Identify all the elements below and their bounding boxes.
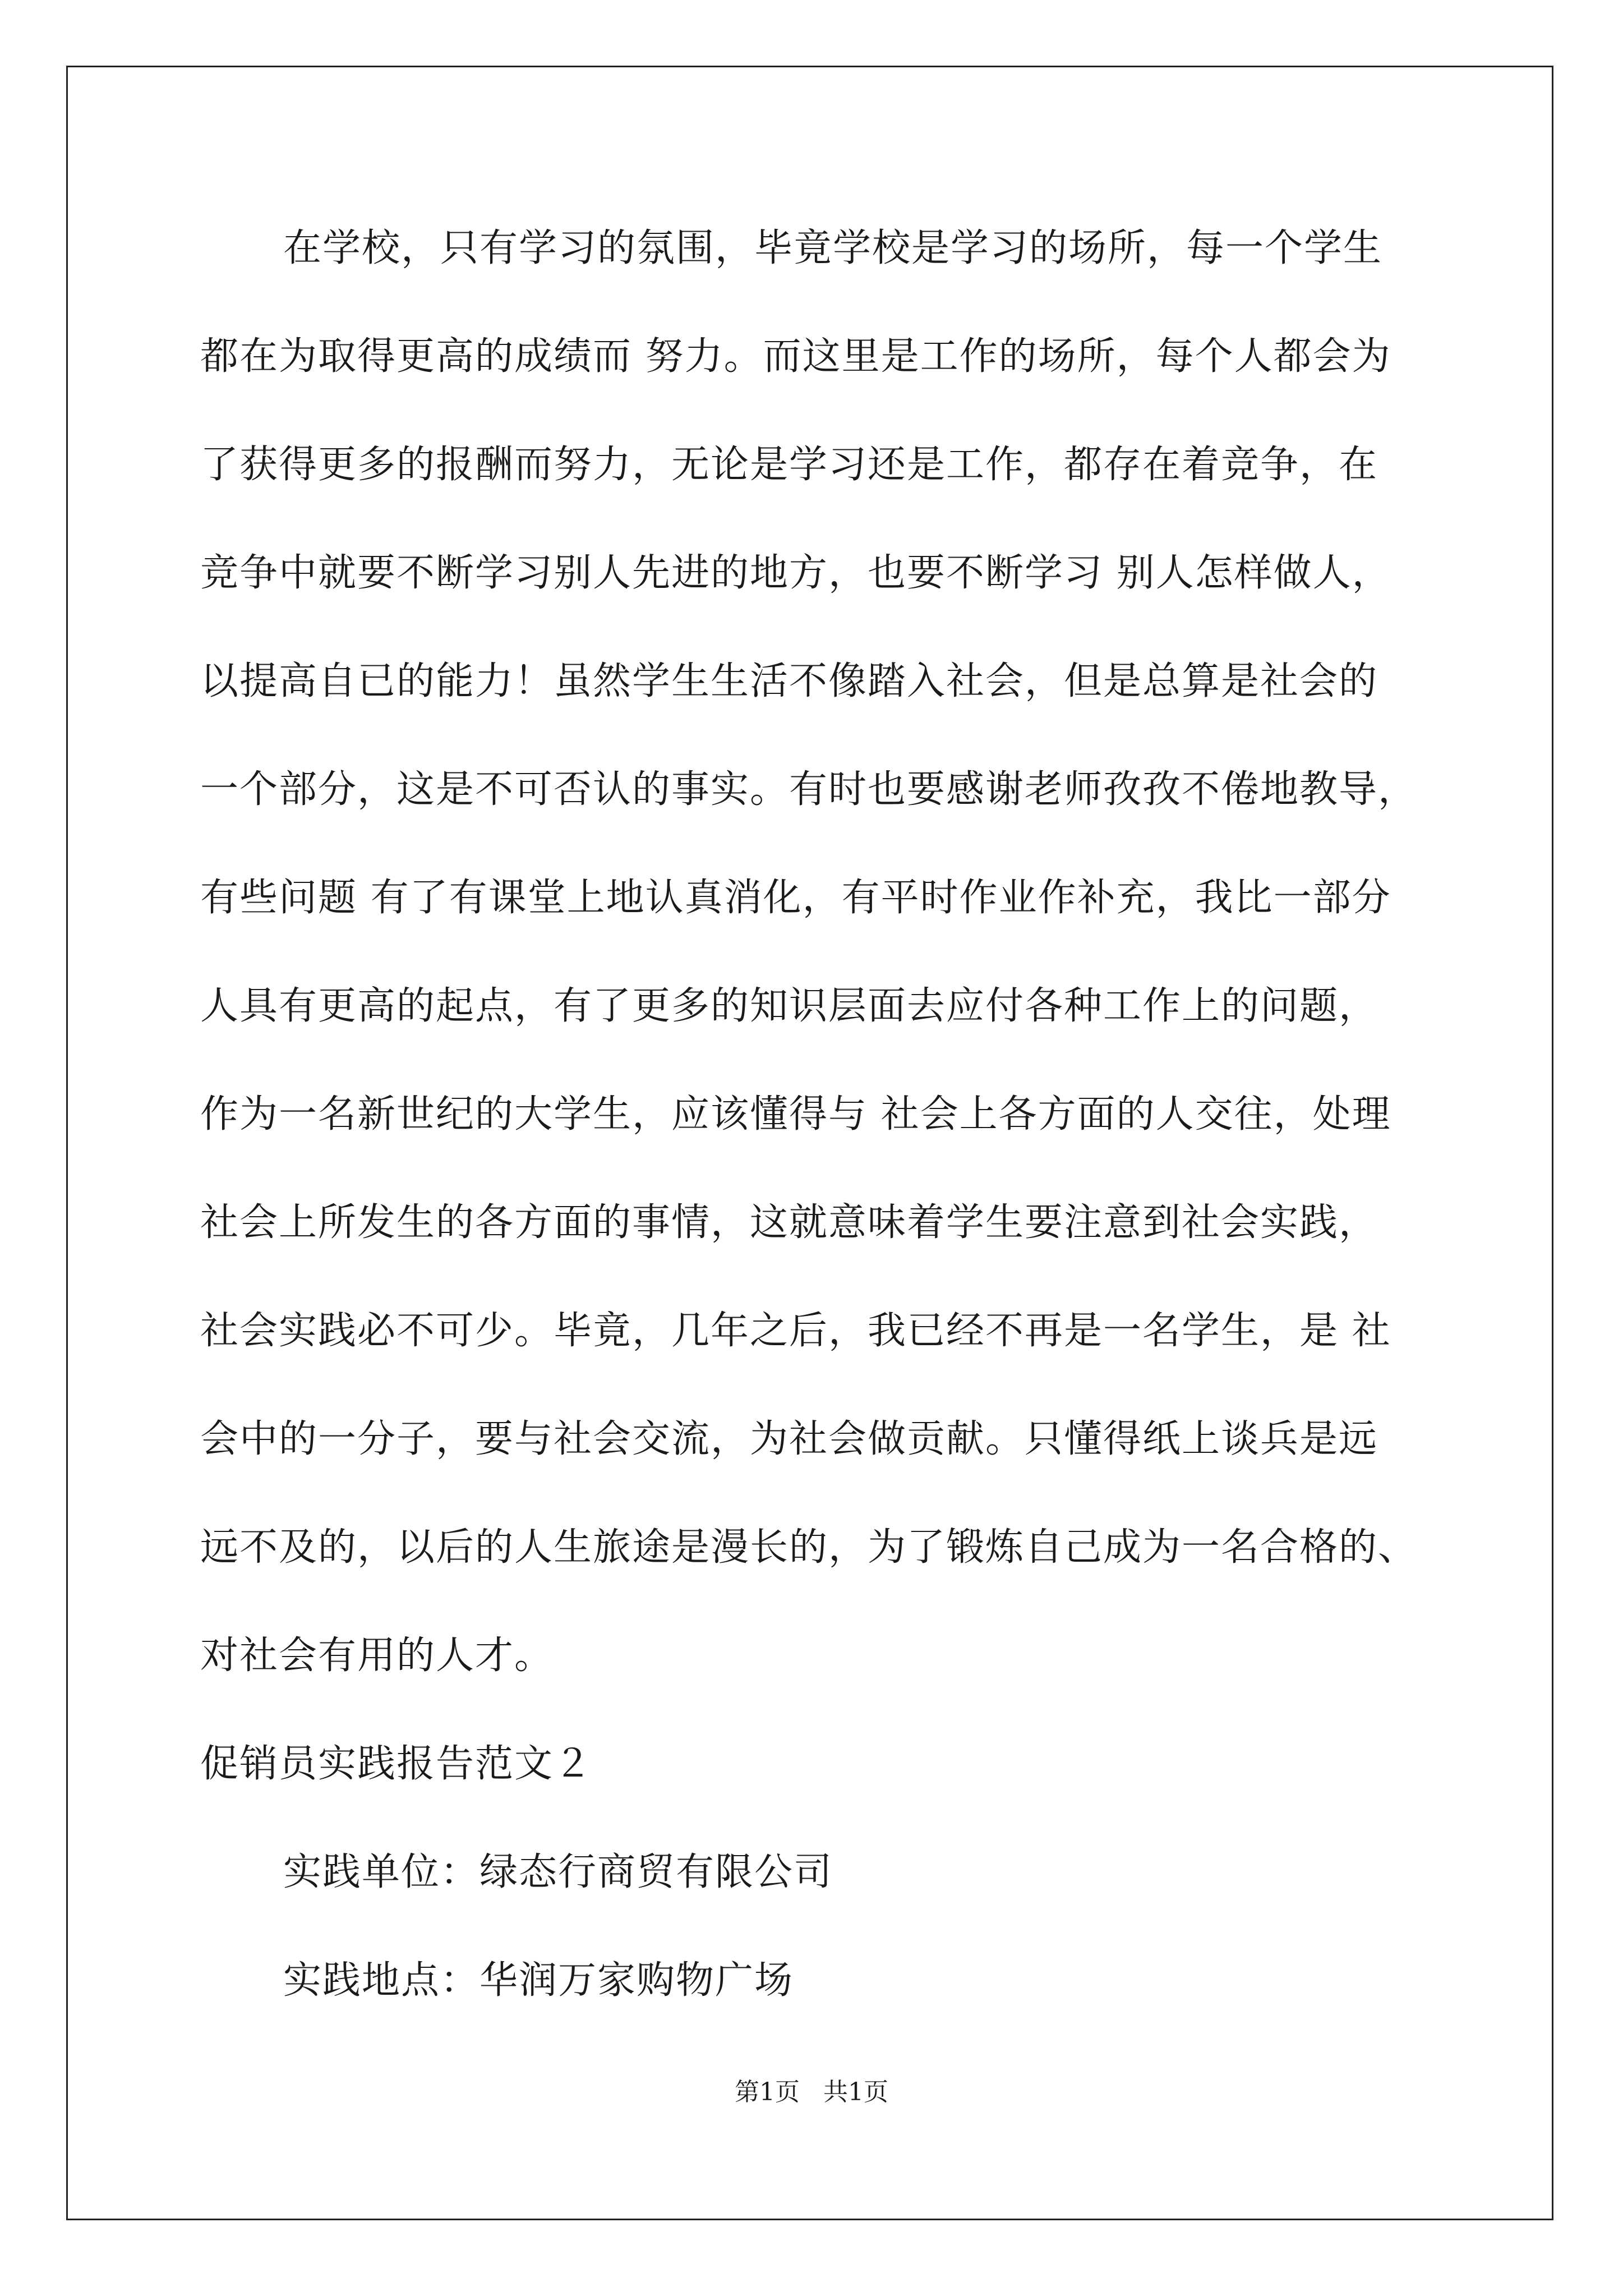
page-footer [0,2076,1623,2109]
paragraph-line: 人具有更高的起点，有了更多的知识层面去应付各种工作上的问题， [200,984,1378,1028]
paragraph-line: 远不及的，以后的人生旅途是漫长的，为了锻炼自己成为一名合格的、 [200,1525,1418,1570]
page-number-current: 第1页 [735,2078,800,2106]
practice-location: 实践地点：华润万家购物广场 [283,1958,794,2003]
paragraph-line: 都在为取得更高的成绩而 努力。而这里是工作的场所，每个人都会为 [200,334,1391,379]
paragraph-line: 社会上所发生的各方面的事情，这就意味着学生要注意到社会实践， [200,1200,1378,1245]
paragraph-line: 对社会有用的人才。 [200,1634,554,1678]
paragraph-line: 一个部分，这是不可否认的事实。有时也要感谢老师孜孜不倦地教导， [200,767,1418,812]
paragraph-line: 了获得更多的报酬而努力，无论是学习还是工作，都存在着竞争，在 [200,443,1378,487]
paragraph-line: 作为一名新世纪的大学生，应该懂得与 社会上各方面的人交往，处理 [200,1092,1391,1137]
paragraph-line: 会中的一分子，要与社会交流，为社会做贡献。只懂得纸上谈兵是远 [200,1417,1378,1461]
section-title: 促销员实践报告范文２ [200,1742,593,1786]
paragraph-line: 社会实践必不可少。毕竟，几年之后，我已经不再是一名学生，是 社 [200,1309,1391,1353]
page-number-total: 共1页 [823,2078,888,2106]
paragraph-line: 在学校，只有学习的氛围，毕竟学校是学习的场所，每一个学生 [283,226,1383,270]
paragraph-line: 以提高自已的能力！虽然学生生活不像踏入社会，但是总算是社会的 [200,659,1378,703]
paragraph-line: 有些问题 有了有课堂上地认真消化，有平时作业作补充，我比一部分 [200,876,1391,920]
paragraph-line: 竞争中就要不断学习别人先进的地方，也要不断学习 别人怎样做人， [200,551,1391,595]
practice-unit: 实践单位：绿态行商贸有限公司 [283,1850,833,1894]
